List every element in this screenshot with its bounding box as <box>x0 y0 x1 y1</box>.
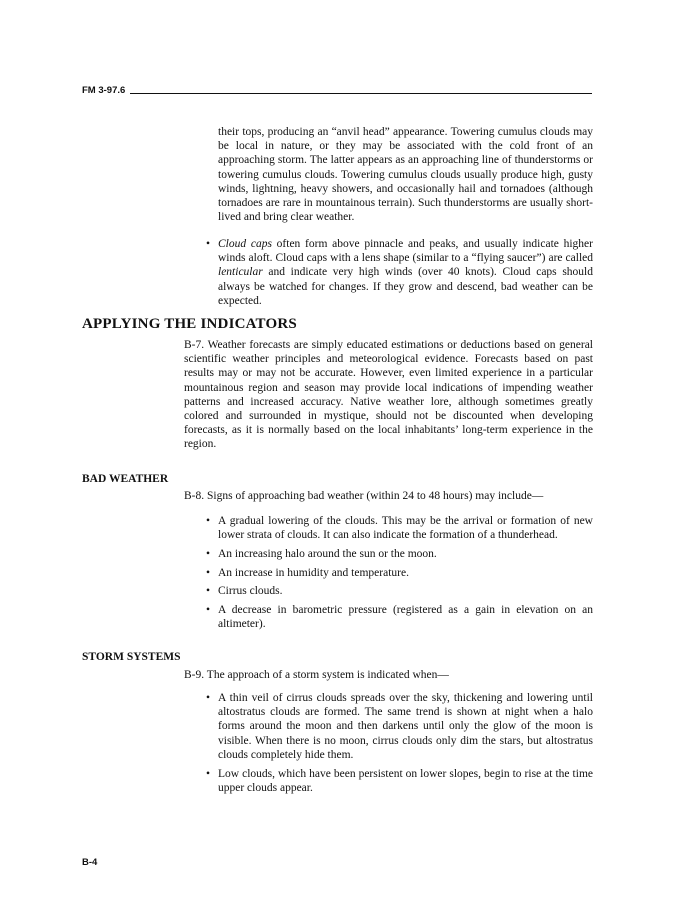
continuation-text: their tops, producing an “anvil head” appearance. Towering cumulus clouds may be local in nature, or they may be associated with the cold front of an approaching storm. The latter appears as an approaching line of thunderstorms or towering cumulus clouds. Towering cumulus clouds usually produce high, gusty winds, lightning, heavy showers, and occasionally hail and tornadoes (although tornadoes are rare in mountainous terrain). Such thunderstorms are usually short-lived and bring clear weather. <box>218 126 593 224</box>
section-heading-applying: APPLYING THE INDICATORS <box>82 316 297 332</box>
bad-weather-list <box>205 514 593 636</box>
list-item-text: An increase in humidity and temperature. <box>218 566 409 579</box>
list-item-text: Cirrus clouds. <box>218 585 283 598</box>
paragraph-b7-text: B-7. Weather forecasts are simply educated estimations or deductions based on general scientific weather principles and meteorological evidence. Forecasts based on past results may or may not be accurate. However, even limited experience in a particular mountainous region and season may provide local indications of impending weather patterns and increased accuracy. Native weather lore, although sometimes greatly colored and surrounded in mystique, should not be discounted when developing forecasts, as it is normally based on the local inhabitants’ long-term experience in the region. <box>184 339 593 451</box>
list-item-text: An increasing halo around the sun or the moon. <box>218 547 437 560</box>
bullet-icon: • <box>206 585 211 598</box>
manual-code: FM 3-97.6 <box>82 85 126 96</box>
list-item-text: Low clouds, which have been persistent on lower slopes, begin to rise at the time upper clouds appear. <box>218 767 593 794</box>
subheading-storm-systems: STORM SYSTEMS <box>82 651 181 663</box>
paragraph-b7 <box>184 338 593 452</box>
page-number: B-4 <box>82 857 98 868</box>
paragraph-b8 <box>184 489 593 503</box>
paragraph-b9 <box>184 668 593 682</box>
bullet-icon: • <box>206 767 211 780</box>
storm-systems-list <box>205 691 593 799</box>
bullet-icon: • <box>206 692 211 704</box>
bullet-icon: • <box>206 515 211 527</box>
list-item <box>205 691 593 762</box>
cloud-caps-text-a: often form above pinnacle and peaks, and usually indicate higher winds aloft. Cloud caps with a lens shape (similar to a “flying saucer”) are called <box>218 238 593 265</box>
header-rule <box>130 93 592 94</box>
page-header <box>82 82 592 96</box>
bullet-icon: • <box>206 238 211 250</box>
continuation-paragraph <box>218 125 593 224</box>
bad-weather-bullets <box>205 514 593 631</box>
list-item <box>205 767 593 795</box>
list-item <box>205 603 593 631</box>
paragraph-b8-text: B-8. Signs of approaching bad weather (within 24 to 48 hours) may include— <box>184 490 544 502</box>
bullet-icon: • <box>206 547 211 560</box>
list-item-text: A gradual lowering of the clouds. This may be the arrival or formation of new lower strata of clouds. It can also indicate the formation of a thunderhead. <box>218 515 593 542</box>
list-item-text: A decrease in barometric pressure (registered as a gain in elevation on an altimeter). <box>218 604 593 631</box>
list-item <box>205 584 593 598</box>
cloud-caps-text-b: and indicate very high winds (over 40 knots). Cloud caps should always be watched for changes. If they grow and descend, bad weather can be expected. <box>218 266 593 307</box>
bullet-icon: • <box>206 566 211 579</box>
list-item <box>205 514 593 542</box>
bullet-icon: • <box>206 604 211 617</box>
term-lenticular: lenticular <box>218 266 263 279</box>
list-item <box>205 566 593 580</box>
term-cloud-caps: Cloud caps <box>218 238 272 250</box>
list-item-text: A thin veil of cirrus clouds spreads over the sky, thickening and lowering until altostratus clouds are formed. The same trend is shown at night when a halo forms around the moon and then darkens until only the glow of the moon is visible. When there is no moon, cirrus clouds only dim the stars, but altostratus clouds completely hide them. <box>218 692 593 761</box>
cloud-caps-list <box>205 237 593 308</box>
storm-systems-bullets <box>205 691 593 795</box>
list-item <box>205 237 593 308</box>
cloud-caps-section <box>205 237 593 313</box>
list-item <box>205 547 593 561</box>
paragraph-b9-text: B-9. The approach of a storm system is indicated when— <box>184 669 449 681</box>
subheading-bad-weather: BAD WEATHER <box>82 473 169 485</box>
